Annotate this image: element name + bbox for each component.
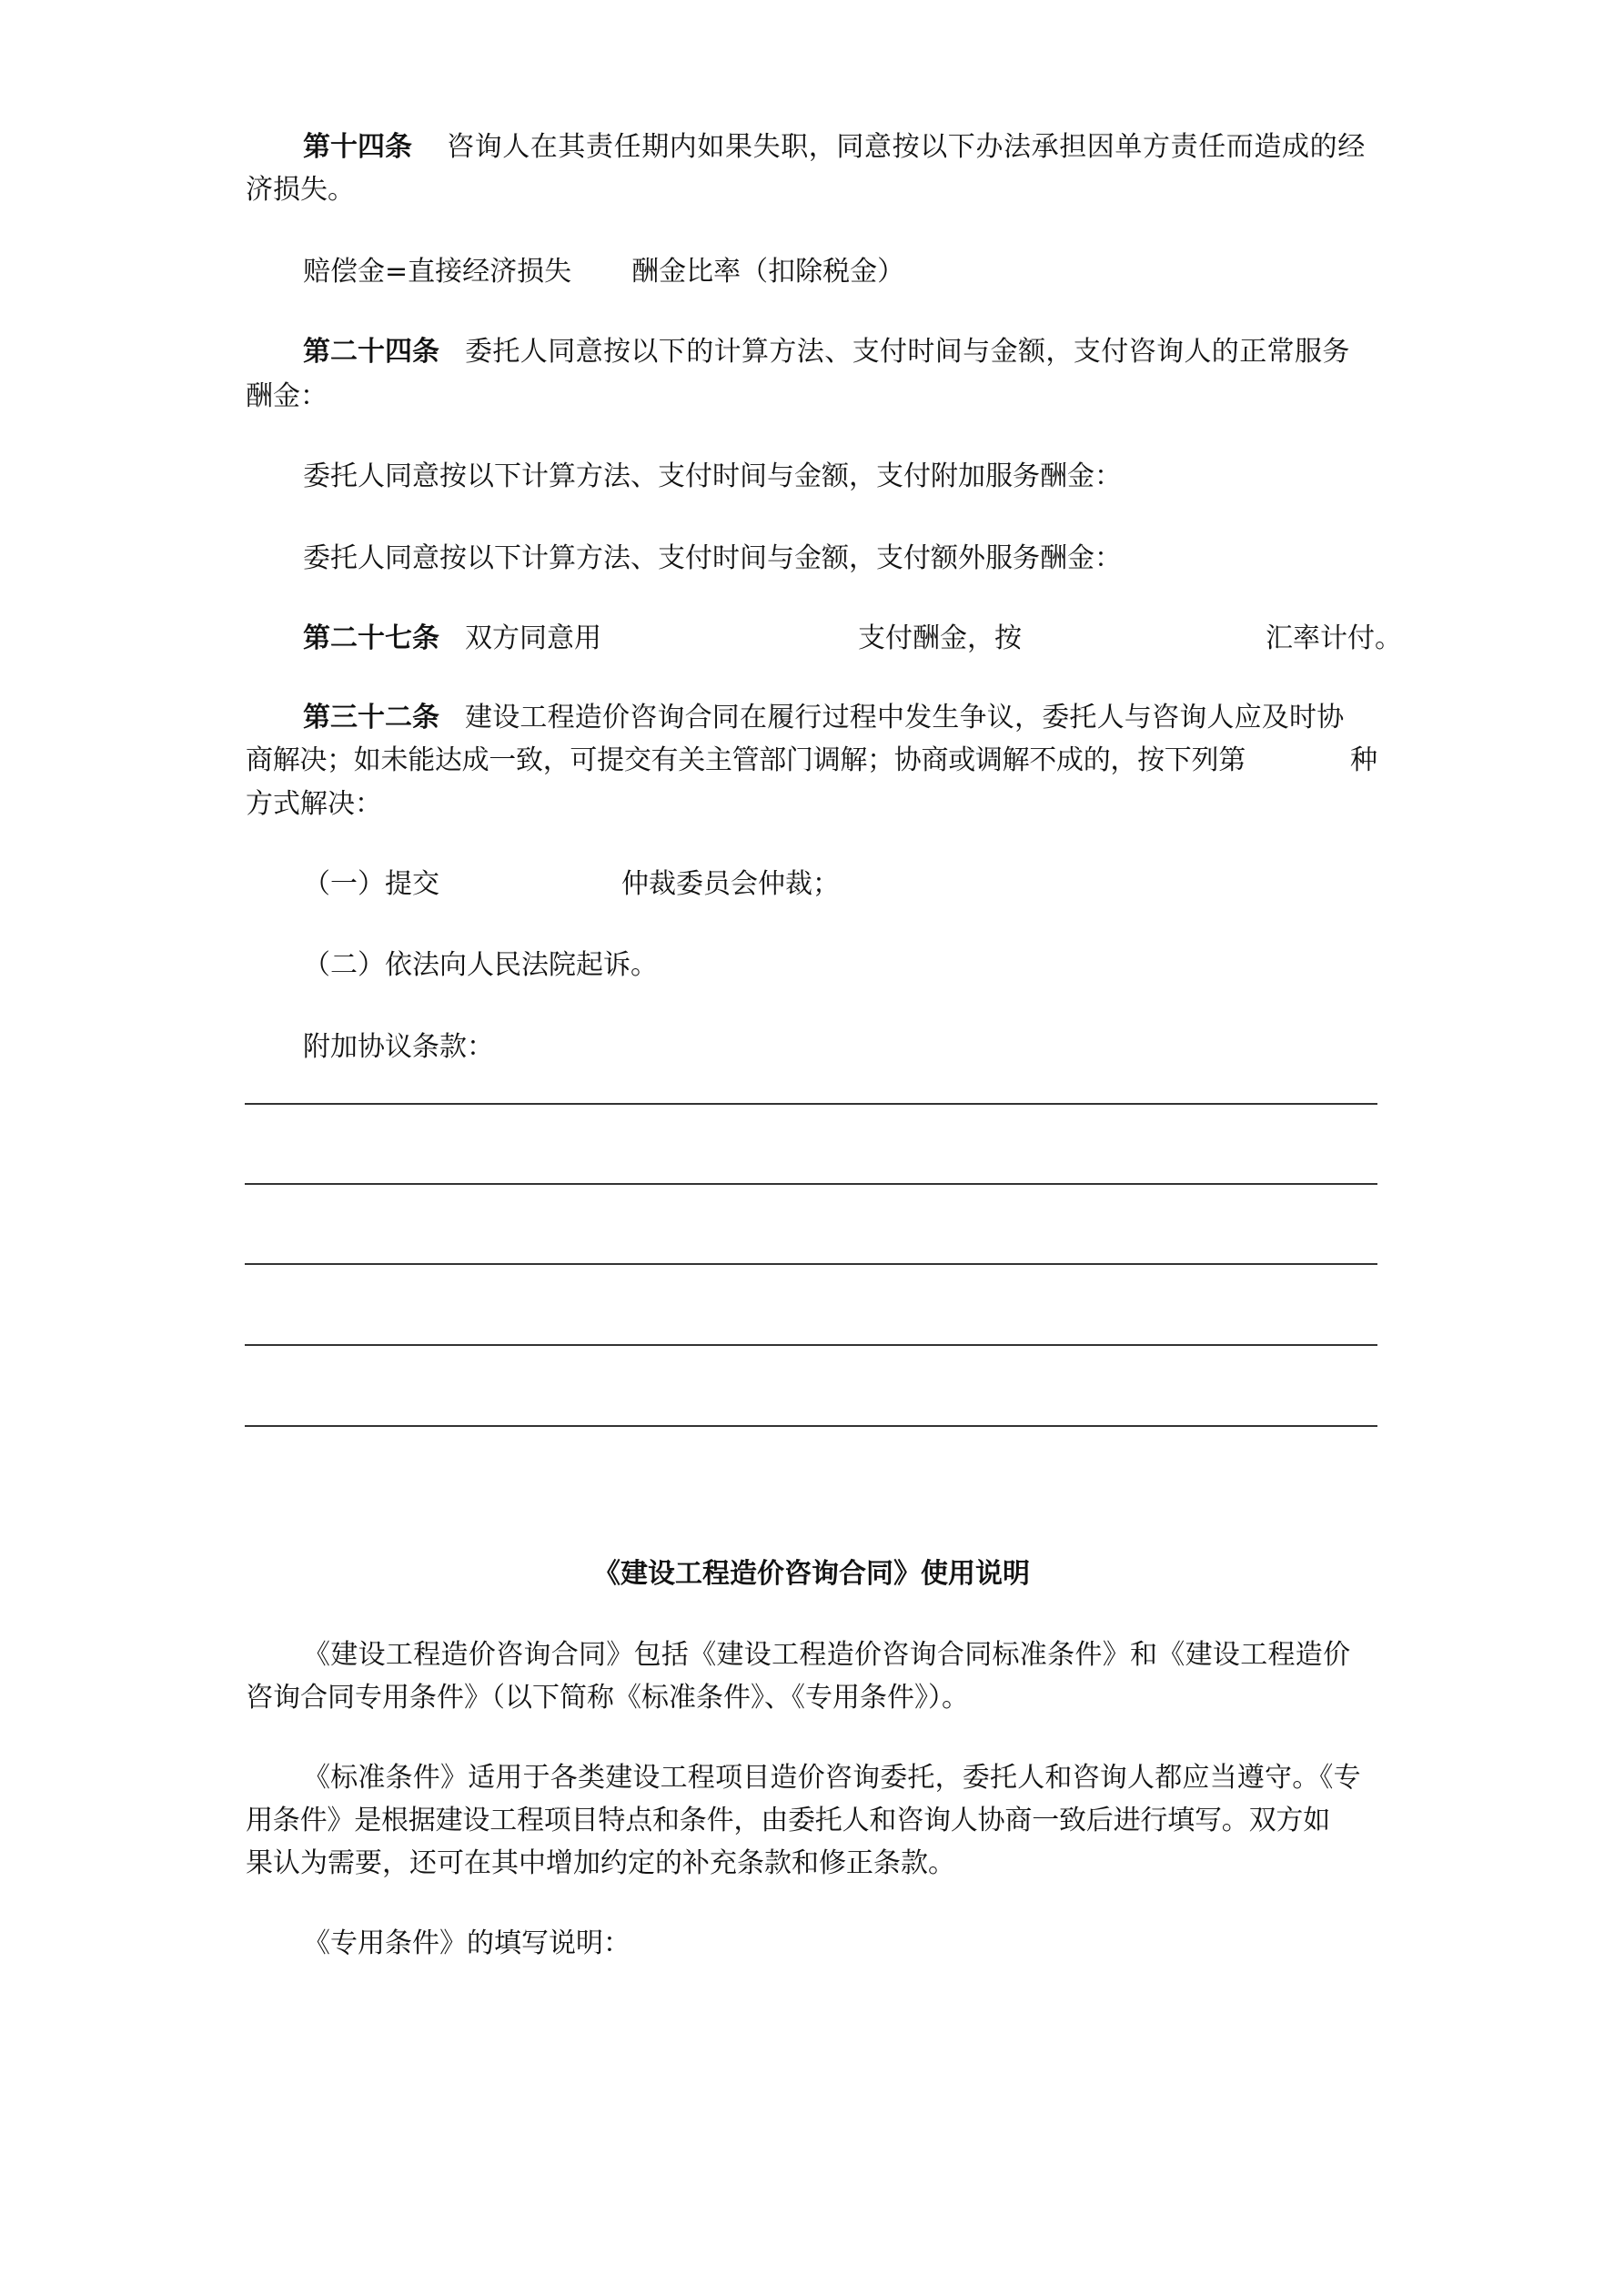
blank-line-3[interactable] [245, 1263, 1377, 1265]
article-24-label: 第二十四条 [303, 336, 439, 368]
supplementary-clauses-label: 附加协议条款： [303, 1031, 494, 1063]
option-1-suffix: 仲裁委员会仲裁； [621, 868, 840, 900]
formula-left: 赔偿金=直接经济损失 [303, 256, 572, 288]
article-24-text: 委托人同意按以下的计算方法、支付时间与金额，支付咨询人的正常服务 [465, 336, 1350, 368]
article-14-line-1 [303, 129, 1377, 166]
additional-service-fee: 委托人同意按以下计算方法、支付时间与金额，支付附加服务酬金： [303, 460, 1122, 492]
article-32-kind: 种 [1350, 744, 1377, 776]
dispute-method-blank[interactable] [1292, 743, 1347, 779]
option-1-prefix: （一）提交 [303, 868, 439, 900]
article-32-line-2 [246, 743, 1377, 779]
article-32-line-1 [303, 700, 1377, 736]
exchange-rate-blank[interactable] [1035, 621, 1258, 657]
currency-blank[interactable] [549, 621, 849, 657]
article-32-line-2-text: 商解决；如未能达成一致，可提交有关主管部门调解；协商或调解不成的，按下列第 [246, 744, 1246, 776]
article-27-currency-text: 双方同意用 [465, 622, 601, 654]
article-27-rate-text: 汇率计付。 [1266, 622, 1402, 654]
article-24-line-1 [303, 334, 1377, 370]
instructions-para-2-line-3: 果认为需要，还可在其中增加约定的补充条款和修正条款。 [246, 1847, 955, 1879]
instructions-para-2-line-2: 用条件》是根据建设工程项目特点和条件，由委托人和咨询人协商一致后进行填写。双方如 [246, 1805, 1330, 1836]
instructions-title: 《建设工程造价咨询合同》使用说明 [593, 1558, 1030, 1590]
instructions-para-1-line-2: 咨询合同专用条件》（以下简称《标准条件》、《专用条件》）。 [246, 1682, 969, 1714]
article-32-label: 第三十二条 [303, 702, 439, 733]
option-arbitration [303, 866, 1377, 903]
article-24-line-2: 酬金： [246, 380, 328, 412]
article-27 [303, 621, 1402, 657]
extra-service-fee: 委托人同意按以下计算方法、支付时间与金额，支付额外服务酬金： [303, 542, 1122, 574]
article-14-text: 咨询人在其责任期内如果失职，同意按以下办法承担因单方责任而造成的经 [447, 131, 1366, 163]
article-14-label: 第十四条 [303, 131, 412, 163]
blank-line-5[interactable] [245, 1425, 1377, 1427]
instructions-para-1-line-1: 《建设工程造价咨询合同》包括《建设工程造价咨询合同标准条件》和《建设工程造价 [303, 1639, 1351, 1671]
article-32-text: 建设工程造价咨询合同在履行过程中发生争议，委托人与咨询人应及时协 [465, 702, 1345, 733]
formula-right: 酬金比率（扣除税金） [631, 256, 905, 288]
blank-line-2[interactable] [245, 1183, 1377, 1185]
article-27-pay-text: 支付酬金，按 [858, 622, 1022, 654]
option-litigation: （二）依法向人民法院起诉。 [303, 949, 658, 981]
compensation-formula [303, 254, 1377, 290]
instructions-para-3: 《专用条件》的填写说明： [303, 1927, 630, 1959]
article-14-line-2: 济损失。 [246, 174, 355, 206]
article-32-line-3: 方式解决： [246, 788, 382, 820]
blank-line-1[interactable] [245, 1103, 1377, 1105]
instructions-para-2-line-1: 《标准条件》适用于各类建设工程项目造价咨询委托，委托人和咨询人都应当遵守。《专 [303, 1762, 1361, 1794]
arbitration-commission-blank[interactable] [449, 866, 617, 903]
blank-line-4[interactable] [245, 1344, 1377, 1346]
article-27-label: 第二十七条 [303, 622, 439, 654]
